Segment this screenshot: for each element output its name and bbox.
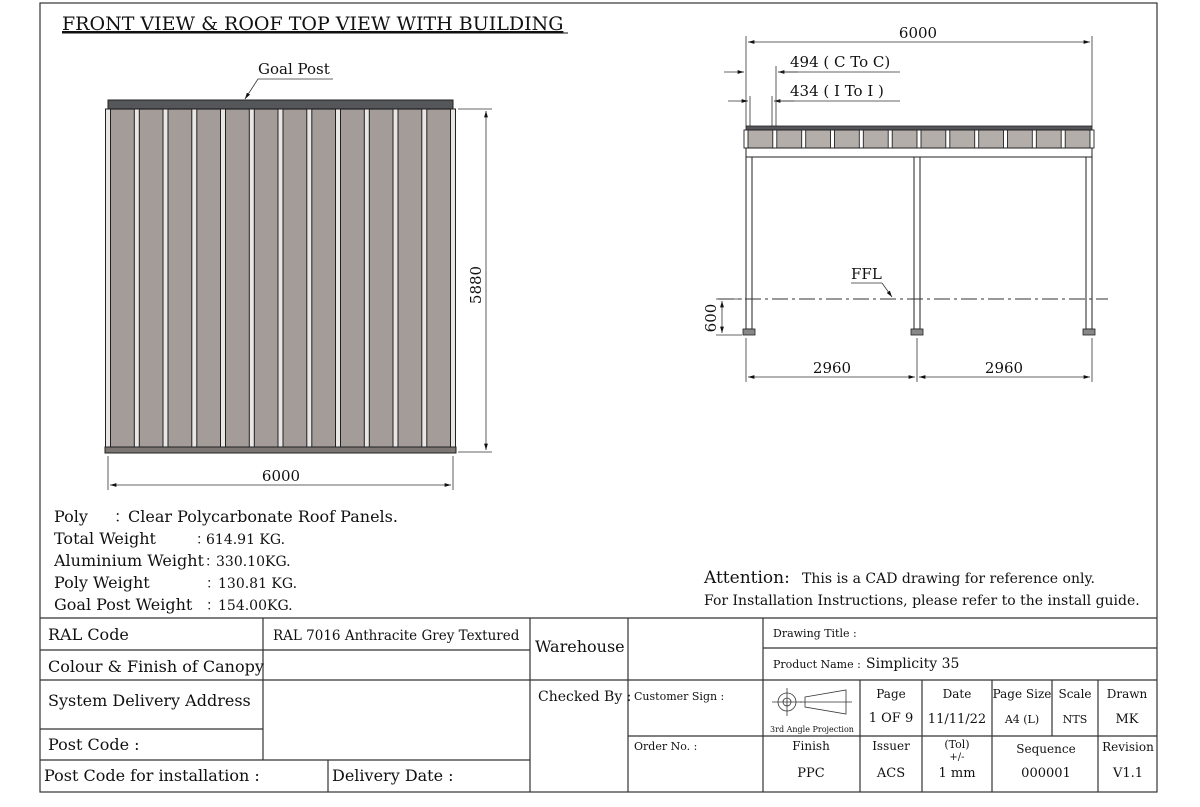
foot-middle bbox=[911, 329, 923, 335]
post-right bbox=[1086, 157, 1092, 329]
spec-sep-poly: ： bbox=[114, 507, 131, 526]
weight-specs bbox=[53, 507, 398, 614]
warehouse-label: Warehouse bbox=[535, 637, 625, 656]
tolerance-sub: +/- bbox=[949, 752, 965, 763]
sequence-value: 000001 bbox=[1021, 766, 1071, 781]
spec-value-aluminium-weight: 330.10KG. bbox=[216, 554, 291, 570]
customer-sign-label: Customer Sign : bbox=[634, 690, 725, 703]
roof-rafter bbox=[1061, 130, 1065, 148]
post-code-install-label: Post Code for installation : bbox=[44, 766, 260, 785]
panel-glazing-bar bbox=[451, 109, 456, 452]
panel-glazing-bar bbox=[422, 109, 427, 452]
panel-glazing-bar bbox=[163, 109, 168, 452]
i-to-i-dimension: 434 ( I To I ) bbox=[790, 82, 884, 100]
roof-beam bbox=[746, 148, 1092, 157]
foot-left bbox=[743, 329, 755, 335]
goal-post-label: Goal Post bbox=[258, 60, 330, 78]
panel-glazing-bar bbox=[278, 109, 283, 452]
drawing-title-label: Drawing Title : bbox=[773, 627, 857, 640]
page-size-value: A4 (L) bbox=[1004, 713, 1040, 726]
attention-line-2: For Installation Instructions, please refer to the install guide. bbox=[704, 593, 1140, 609]
page-label: Page bbox=[876, 687, 906, 701]
scale-value: NTS bbox=[1062, 713, 1088, 726]
front-gutter-bar bbox=[105, 447, 456, 453]
roof-top-rail bbox=[746, 126, 1092, 130]
bay-left-value: 2960 bbox=[812, 359, 852, 377]
post-middle bbox=[914, 157, 920, 329]
delivery-date-label: Delivery Date : bbox=[332, 766, 454, 785]
width-dimension-value: 6000 bbox=[261, 467, 301, 485]
drawn-label: Drawn bbox=[1106, 687, 1148, 701]
page-value: 1 OF 9 bbox=[868, 711, 914, 726]
goal-post-leader bbox=[245, 79, 258, 99]
goal-post-beam bbox=[108, 100, 453, 109]
scale-label: Scale bbox=[1058, 687, 1092, 701]
front-view bbox=[105, 60, 492, 490]
roof-rafter bbox=[1004, 130, 1008, 148]
date-label: Date bbox=[942, 687, 972, 701]
roof-rafter bbox=[946, 130, 950, 148]
ffl-leader bbox=[882, 283, 892, 297]
panel-glazing-bar bbox=[249, 109, 254, 452]
order-no-label: Order No. : bbox=[634, 740, 698, 753]
finish-value: PPC bbox=[797, 766, 825, 781]
roof-rafter bbox=[859, 130, 863, 148]
post-code-label: Post Code : bbox=[48, 735, 140, 754]
revision-value: V1.1 bbox=[1112, 766, 1144, 781]
spec-sep-total-weight: ： bbox=[196, 532, 210, 548]
ral-code-label: RAL Code bbox=[48, 625, 129, 644]
drawn-value: MK bbox=[1115, 712, 1139, 727]
footing-dimension-value: 600 bbox=[702, 303, 720, 333]
panel-glazing-bar bbox=[364, 109, 369, 452]
c-to-c-dimension: 494 ( C To C) bbox=[790, 53, 891, 71]
drawing-heading: FRONT VIEW & ROOF TOP VIEW WITH BUILDING bbox=[62, 13, 564, 35]
finish-label: Finish bbox=[792, 739, 830, 753]
tolerance-value: 1 mm bbox=[938, 766, 976, 781]
spec-value-poly: Clear Polycarbonate Roof Panels. bbox=[128, 507, 398, 526]
spec-label-goal-post-weight: Goal Post Weight bbox=[54, 595, 193, 614]
spec-label-aluminium-weight: Aluminium Weight bbox=[54, 551, 204, 570]
ral-code-value: RAL 7016 Anthracite Grey Textured bbox=[273, 628, 520, 644]
spec-sep-poly-weight: ： bbox=[206, 576, 220, 592]
projection-label: 3rd Angle Projection bbox=[770, 725, 854, 734]
roof-rafter bbox=[802, 130, 806, 148]
panel-glazing-bar bbox=[393, 109, 398, 452]
spec-label-poly: Poly bbox=[54, 507, 88, 526]
delivery-address-label: System Delivery Address bbox=[48, 691, 251, 710]
panel-glazing-bar bbox=[192, 109, 197, 452]
colour-finish-label: Colour & Finish of Canopy bbox=[48, 657, 264, 676]
roof-rafter bbox=[773, 130, 777, 148]
foot-right bbox=[1083, 329, 1095, 335]
spec-value-total-weight: 614.91 KG. bbox=[206, 532, 286, 548]
page-size-label: Page Size bbox=[992, 687, 1052, 701]
panel-glazing-bar bbox=[221, 109, 226, 452]
spec-sep-goal-post-weight: ： bbox=[206, 598, 220, 614]
date-value: 11/11/22 bbox=[927, 712, 987, 727]
checked-by-label: Checked By : bbox=[538, 689, 632, 705]
title-block bbox=[40, 618, 1157, 792]
spec-sep-aluminium-weight: ： bbox=[205, 554, 219, 570]
height-dimension-value: 5880 bbox=[467, 265, 485, 305]
product-name-value: Simplicity 35 bbox=[866, 656, 960, 672]
issuer-label: Issuer bbox=[872, 739, 910, 753]
roof-rafter bbox=[888, 130, 892, 148]
sequence-label: Sequence bbox=[1016, 742, 1076, 756]
ffl-label: FFL bbox=[851, 265, 882, 283]
roof-rafter bbox=[975, 130, 979, 148]
issuer-value: ACS bbox=[876, 766, 906, 781]
revision-label: Revision bbox=[1102, 740, 1154, 754]
post-left bbox=[746, 157, 752, 329]
tolerance-label: (Tol) bbox=[944, 738, 970, 751]
roof-rafter bbox=[1032, 130, 1036, 148]
overall-width-value: 6000 bbox=[898, 24, 938, 42]
panel-glazing-bar bbox=[134, 109, 139, 452]
panel-glazing-bar bbox=[106, 109, 111, 452]
spec-value-goal-post-weight: 154.00KG. bbox=[218, 598, 293, 614]
bay-right-value: 2960 bbox=[984, 359, 1024, 377]
spec-label-total-weight: Total Weight bbox=[54, 529, 156, 548]
attention-line-1: This is a CAD drawing for reference only. bbox=[802, 571, 1095, 587]
panel-glazing-bar bbox=[307, 109, 312, 452]
roof-rafter bbox=[917, 130, 921, 148]
roof-rafter bbox=[1090, 130, 1094, 148]
spec-value-poly-weight: 130.81 KG. bbox=[218, 576, 298, 592]
attention-heading: Attention: bbox=[704, 568, 790, 588]
side-view bbox=[702, 24, 1108, 382]
third-angle-projection-icon bbox=[772, 688, 852, 716]
roof-rafter bbox=[744, 130, 748, 148]
product-name-label: Product Name : bbox=[773, 658, 861, 671]
roof-rafter bbox=[831, 130, 835, 148]
panel-glazing-bar bbox=[336, 109, 341, 452]
spec-label-poly-weight: Poly Weight bbox=[54, 573, 150, 592]
